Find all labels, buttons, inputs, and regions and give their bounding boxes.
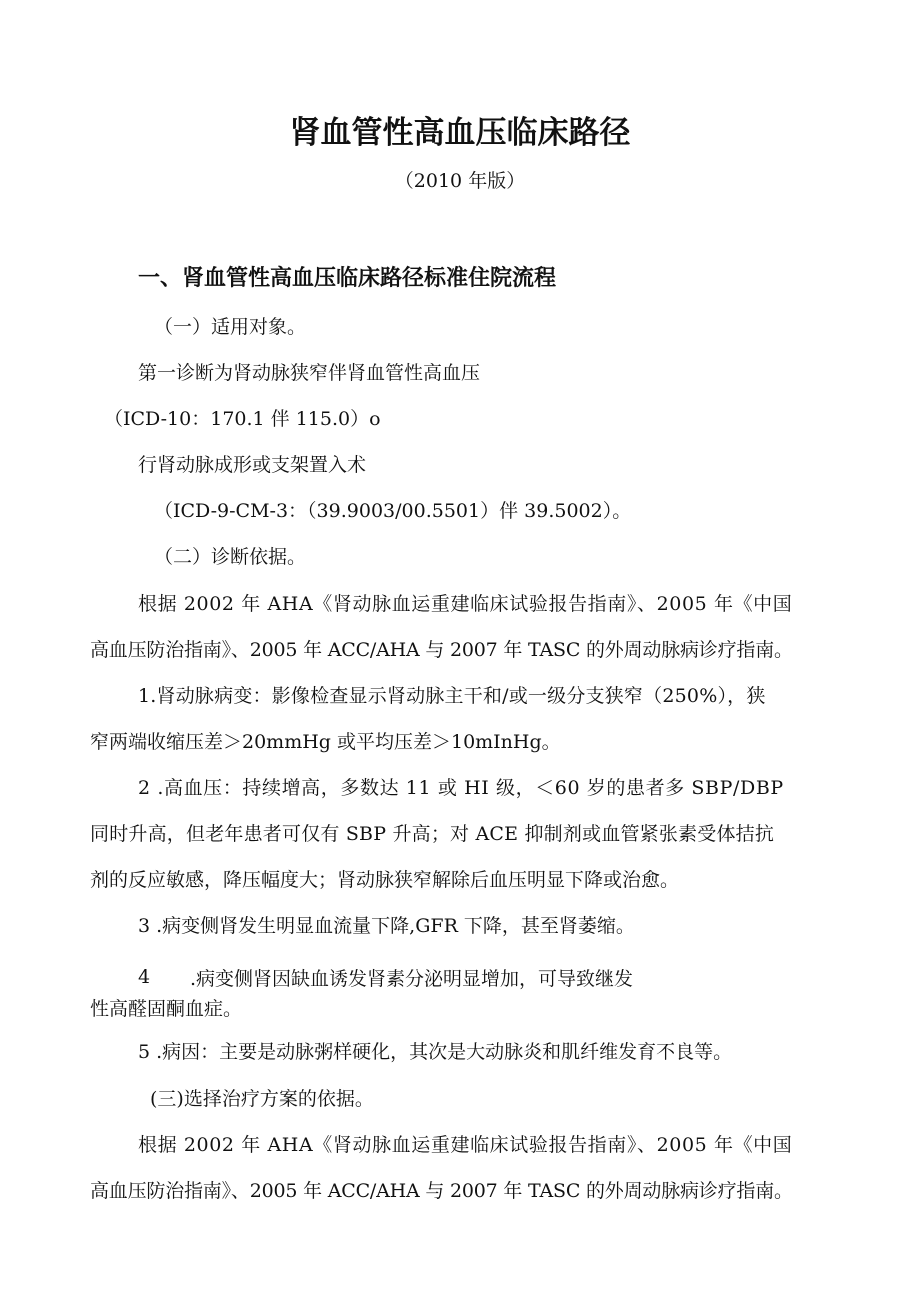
paragraph-line: （ICD-9-CM-3：（39.9003/00.5501）伴 39.5002）。 bbox=[154, 500, 632, 522]
list-item: 1.肾动脉病变：影像检查显示肾动脉主干和/或一级分支狭窄（250%），狭 bbox=[138, 685, 766, 707]
subsection-heading: （一）适用对象。 bbox=[154, 316, 307, 338]
list-item: 同时升高，但老年患者可仅有 SBP 升高；对 ACE 抑制剂或血管紧张素受体拮抗 bbox=[90, 823, 775, 845]
list-item: 3 .病变侧肾发生明显血流量下降,GFR 下降，甚至肾萎缩。 bbox=[138, 915, 635, 937]
paragraph-line: 根据 2002 年 AHA《肾动脉血运重建临床试验报告指南》、2005 年《中国 bbox=[138, 593, 793, 615]
paragraph-line: （ICD-10：170.1 伴 115.0）o bbox=[104, 408, 381, 430]
list-item: 2 .高血压：持续增高，多数达 11 或 HI 级，＜60 岁的患者多 SBP/DBP bbox=[138, 777, 784, 799]
list-item-number: 4 bbox=[138, 966, 151, 988]
list-item: 窄两端收缩压差＞20mmHg 或平均压差＞10mInHg。 bbox=[90, 731, 561, 753]
paragraph-line: 行肾动脉成形或支架置入术 bbox=[138, 454, 367, 476]
paragraph-line: 根据 2002 年 AHA《肾动脉血运重建临床试验报告指南》、2005 年《中国 bbox=[138, 1134, 793, 1156]
paragraph-line: 高血压防治指南》、2005 年 ACC/AHA 与 2007 年 TASC 的外周动脉病诊疗指南。 bbox=[90, 1180, 793, 1202]
list-item: 性高醛固酮血症。 bbox=[90, 998, 243, 1020]
subsection-heading: （二）诊断依据。 bbox=[154, 546, 307, 568]
paragraph-line: 高血压防治指南》、2005 年 ACC/AHA 与 2007 年 TASC 的外周动脉病诊疗指南。 bbox=[90, 639, 793, 661]
paragraph-line: 第一诊断为肾动脉狭窄伴肾血管性高血压 bbox=[138, 362, 481, 384]
document-title: 肾血管性高血压临床路径 bbox=[289, 115, 631, 151]
list-item: 5 .病因：主要是动脉粥样硬化，其次是大动脉炎和肌纤维发育不良等。 bbox=[138, 1041, 733, 1063]
list-item: .病变侧肾因缺血诱发肾素分泌明显增加，可导致继发 bbox=[190, 968, 634, 990]
subsection-heading: (三)选择治疗方案的依据。 bbox=[150, 1088, 374, 1110]
document-subtitle: （2010 年版） bbox=[394, 170, 526, 192]
list-item: 剂的反应敏感，降压幅度大；肾动脉狭窄解除后血压明显下降或治愈。 bbox=[90, 869, 680, 891]
section-heading: 一、肾血管性高血压临床路径标准住院流程 bbox=[138, 266, 557, 291]
